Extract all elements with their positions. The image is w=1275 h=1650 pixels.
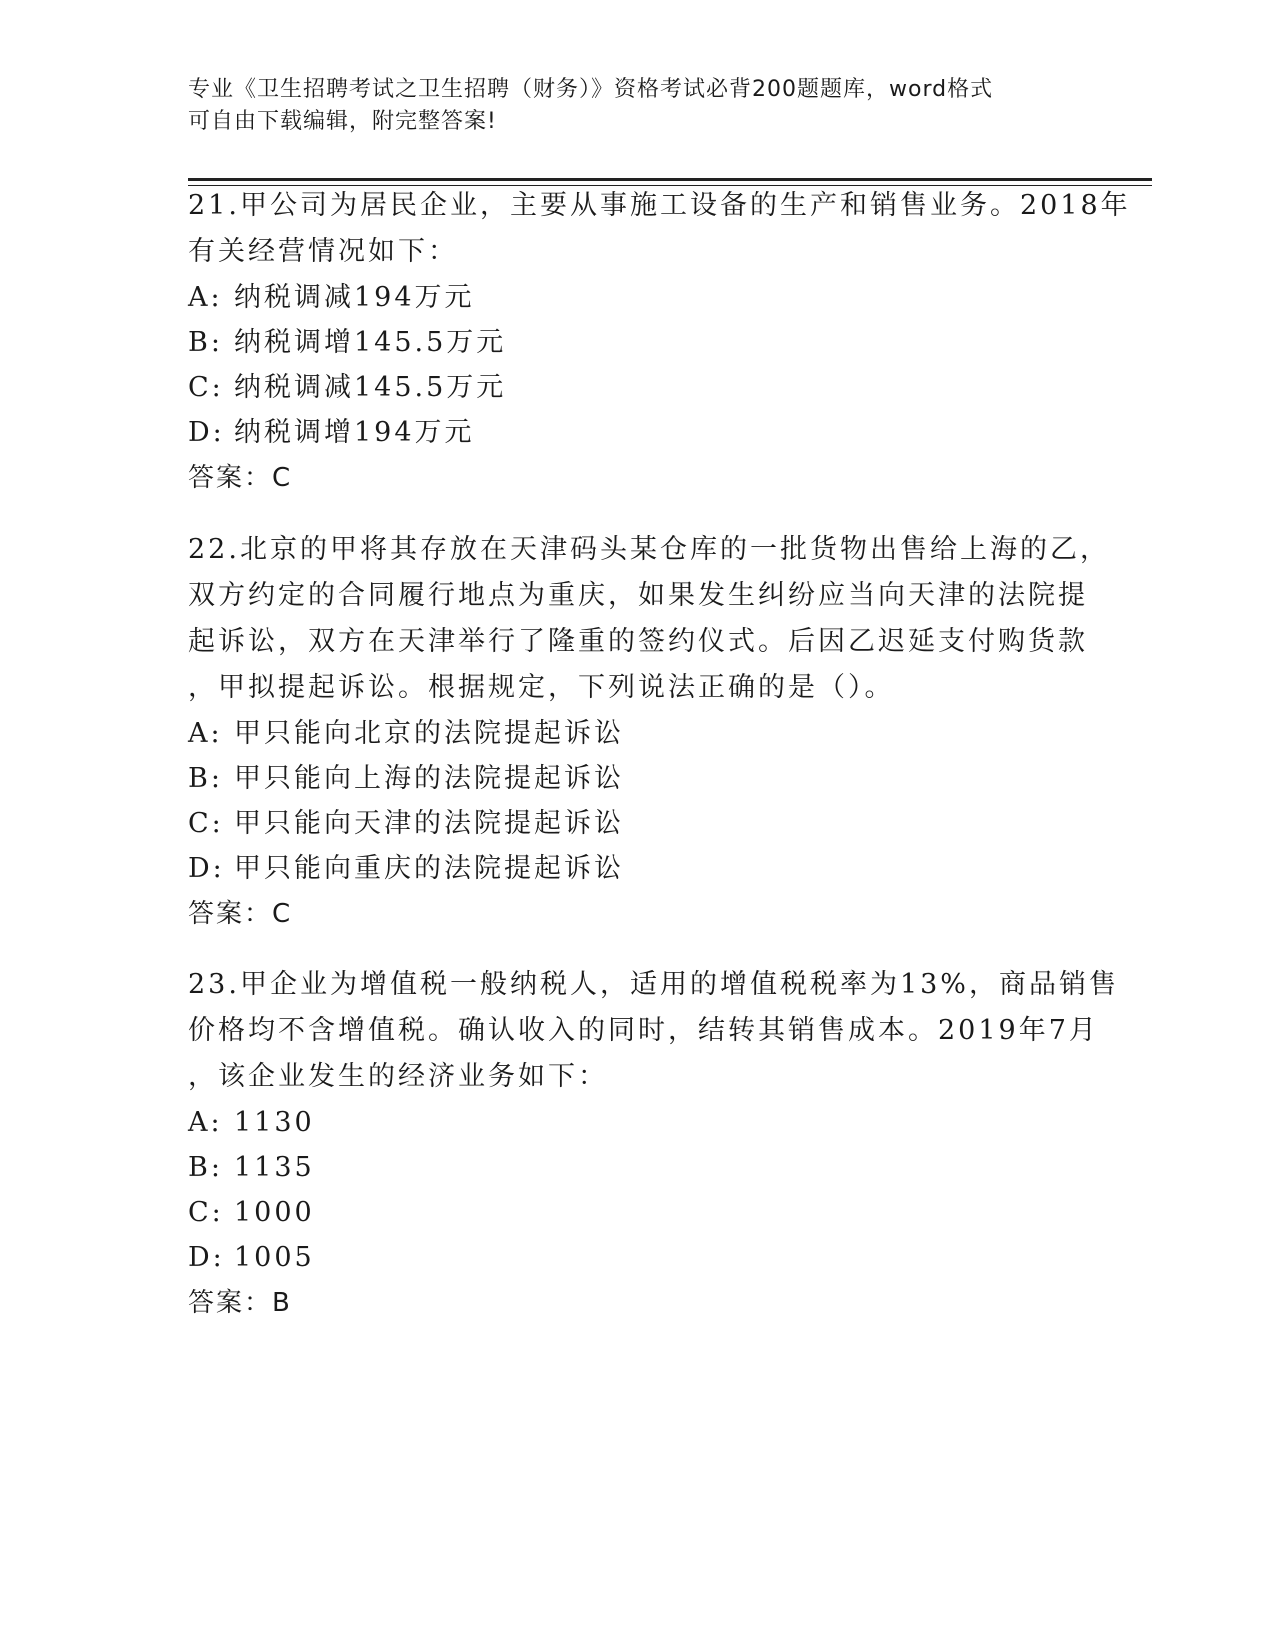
option-b	[188, 756, 1088, 801]
option-text: 纳税调增145.5万元	[234, 327, 507, 358]
question-text-line: ，甲拟提起诉讼。根据规定，下列说法正确的是（）。	[188, 672, 895, 703]
question-text-line: 21.甲公司为居民企业，主要从事施工设备的生产和销售业务。2018年	[188, 190, 1131, 221]
question-text-line: ，该企业发生的经济业务如下：	[188, 1061, 608, 1092]
option-letter: C:	[188, 1197, 224, 1228]
option-d	[188, 846, 1088, 891]
option-letter: A:	[188, 282, 223, 313]
option-text: 甲只能向重庆的法院提起诉讼	[234, 853, 624, 884]
question-23	[188, 962, 1119, 1326]
option-text: 纳税调减145.5万元	[234, 372, 507, 403]
option-a	[188, 1100, 1088, 1145]
option-letter: D:	[188, 417, 225, 448]
question-text-line: 价格均不含增值税。确认收入的同时，结转其销售成本。2019年7月	[188, 1015, 1099, 1046]
option-text: 纳税调减194万元	[234, 282, 475, 313]
option-text: 1000	[234, 1197, 315, 1228]
option-a	[188, 275, 1088, 320]
option-letter: C:	[188, 372, 224, 403]
option-letter: B:	[188, 327, 223, 358]
question-text-line: 双方约定的合同履行地点为重庆，如果发生纠纷应当向天津的法院提	[188, 580, 1088, 611]
option-d	[188, 1235, 1088, 1280]
option-letter: C:	[188, 808, 224, 839]
option-d	[188, 410, 1088, 455]
question-text-line: 22.北京的甲将其存放在天津码头某仓库的一批货物出售给上海的乙，	[188, 534, 1110, 565]
header-divider-thick	[188, 178, 1152, 181]
option-text: 甲只能向北京的法院提起诉讼	[234, 718, 624, 749]
option-letter: B:	[188, 1152, 223, 1183]
option-text: 1135	[234, 1152, 315, 1183]
question-22	[188, 527, 1110, 937]
question-text-line: 起诉讼，双方在天津举行了隆重的签约仪式。后因乙迟延支付购货款	[188, 626, 1088, 657]
option-b	[188, 320, 1088, 365]
document-header	[188, 74, 1068, 138]
question-text-line: 有关经营情况如下：	[188, 236, 458, 267]
option-text: 1005	[234, 1242, 315, 1273]
option-letter: D:	[188, 853, 225, 884]
option-text: 1130	[234, 1107, 315, 1138]
option-c	[188, 365, 1088, 410]
answer-label: 答案：B	[188, 1288, 292, 1318]
option-letter: D:	[188, 1242, 225, 1273]
option-text: 纳税调增194万元	[234, 417, 475, 448]
answer-label: 答案：C	[188, 899, 293, 929]
option-letter: A:	[188, 718, 223, 749]
option-letter: B:	[188, 763, 223, 794]
option-letter: A:	[188, 1107, 223, 1138]
option-a	[188, 711, 1088, 756]
header-line-2: 可自由下载编辑，附完整答案!	[188, 109, 497, 134]
question-text-line: 23.甲企业为增值税一般纳税人，适用的增值税税率为13%，商品销售	[188, 969, 1119, 1000]
answer-label: 答案：C	[188, 463, 293, 493]
option-text: 甲只能向上海的法院提起诉讼	[234, 763, 624, 794]
option-c	[188, 801, 1088, 846]
question-21	[188, 183, 1131, 501]
header-line-1: 专业《卫生招聘考试之卫生招聘（财务）》资格考试必背200题题库，word格式	[188, 77, 994, 102]
option-b	[188, 1145, 1088, 1190]
option-c	[188, 1190, 1088, 1235]
option-text: 甲只能向天津的法院提起诉讼	[234, 808, 624, 839]
